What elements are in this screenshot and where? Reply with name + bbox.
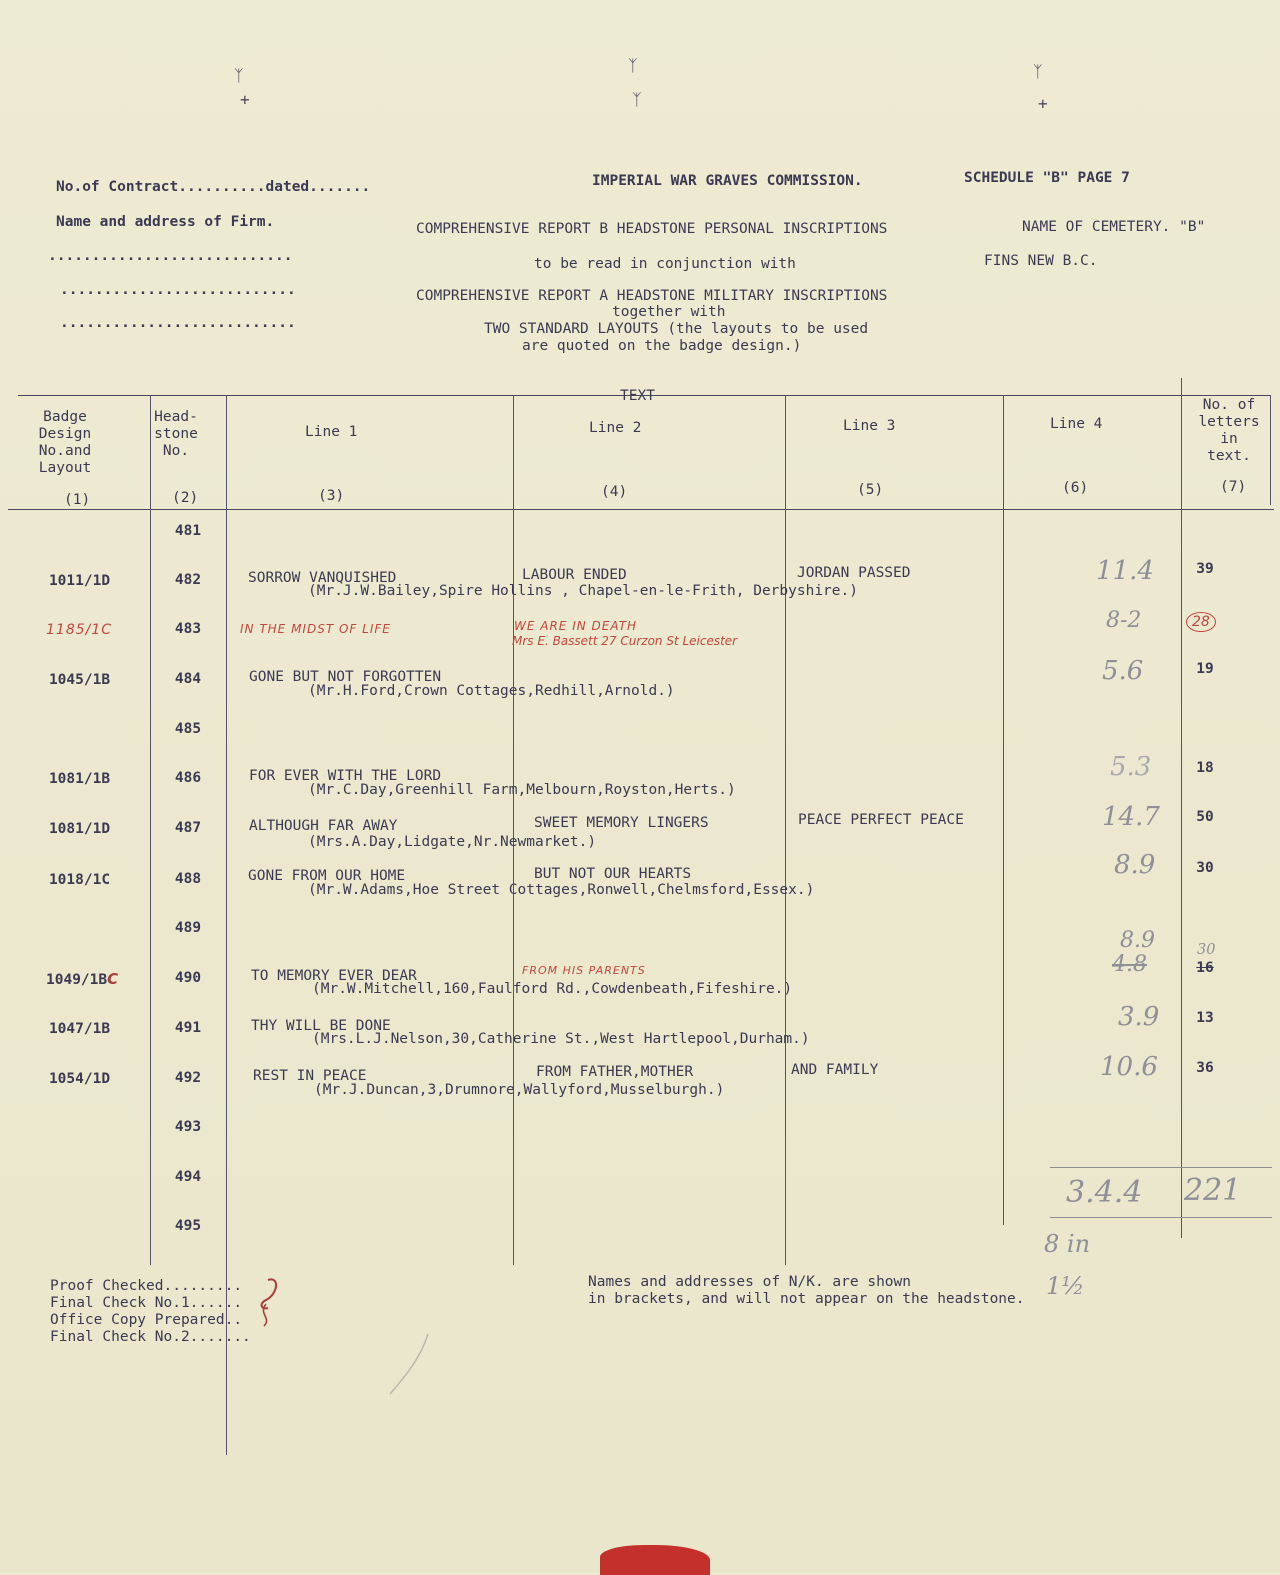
next-of-kin-address: (Mr.H.Ford,Crown Cottages,Redhill,Arnold.) — [308, 683, 675, 699]
letters-tally: 3.9 — [1118, 1002, 1160, 1032]
badge-design: 1049/1BC — [46, 970, 120, 988]
headstone-number: 488 — [174, 871, 202, 887]
headstone-number: 495 — [174, 1218, 202, 1234]
firm-dots-1: ............................ — [48, 248, 293, 264]
inscription-line2: BUT NOT OUR HEARTS — [534, 866, 692, 882]
inscription-line1: SORROW VANQUISHED — [248, 570, 397, 586]
office-copy-prepared: Office Copy Prepared.. — [50, 1312, 243, 1328]
column-divider — [150, 395, 151, 1265]
inscription-line3: JORDAN PASSED — [797, 565, 911, 581]
inscription-line2-handwritten: FROM HIS PARENTS — [522, 964, 646, 977]
col-header-headstone: Head- stone No. — [154, 409, 198, 459]
headstone-number: 482 — [174, 572, 202, 588]
col-num: (2) — [172, 490, 199, 506]
badge-design: 1011/1D — [48, 573, 111, 589]
letter-count: 13 — [1196, 1010, 1214, 1026]
cemetery-name: FINS NEW B.C. — [984, 253, 1098, 269]
next-of-kin-address: (Mr.W.Mitchell,160,Faulford Rd.,Cowdenbeath,Fifeshire.) — [312, 981, 793, 997]
headstone-number: 481 — [174, 523, 202, 539]
letter-count: 39 — [1196, 561, 1214, 577]
badge-correction: C — [107, 970, 120, 988]
headstone-number: 492 — [174, 1070, 202, 1086]
letters-tally-corrected: 8.9 — [1120, 928, 1155, 953]
inscription-line1: THY WILL BE DONE — [251, 1018, 391, 1034]
col-num: (5) — [857, 482, 884, 498]
col-num: (3) — [318, 488, 345, 504]
firm-label: Name and address of Firm. — [56, 214, 275, 230]
headstone-number: 489 — [174, 920, 202, 936]
badge-design: 1045/1B — [48, 672, 111, 688]
badge-design: 1018/1C — [48, 872, 111, 888]
totals-rule — [1050, 1217, 1272, 1218]
col-header-line1: Line 1 — [305, 424, 358, 440]
col-num: (6) — [1062, 480, 1089, 496]
next-of-kin-address: (Mrs.L.J.Nelson,30,Catherine St.,West Hartlepool,Durham.) — [312, 1031, 810, 1047]
headstone-number: 491 — [174, 1020, 202, 1036]
letter-count: 16 — [1196, 960, 1214, 976]
inscription-line3: PEACE PERFECT PEACE — [798, 812, 964, 828]
inscription-line2: FROM FATHER,MOTHER — [536, 1064, 694, 1080]
final-check-1: Final Check No.1...... — [50, 1295, 243, 1311]
next-of-kin-address: (Mrs.A.Day,Lidgate,Nr.Newmarket.) — [308, 834, 597, 850]
tag-mark: ᛉ — [234, 66, 244, 85]
column-divider — [1270, 395, 1271, 505]
column-divider — [1181, 378, 1182, 1238]
badge-design: 1054/1D — [48, 1071, 111, 1087]
firm-dots-3: ........................... — [60, 315, 296, 331]
headstone-number: 487 — [174, 820, 202, 836]
headstone-number: 484 — [174, 671, 202, 687]
schedule-page: SCHEDULE "B" PAGE 7 — [964, 170, 1130, 186]
letter-count-handwritten: 28 — [1186, 612, 1216, 632]
cemetery-label: NAME OF CEMETERY. "B" — [1022, 219, 1206, 235]
proof-checked: Proof Checked......... — [50, 1278, 243, 1294]
tag-mark: ᛉ — [628, 56, 638, 75]
headstone-number: 493 — [174, 1119, 202, 1135]
letters-tally: 8.9 — [1114, 850, 1156, 880]
inscription-line1: ALTHOUGH FAR AWAY — [249, 818, 398, 834]
pencil-stroke-icon — [380, 1330, 440, 1400]
commission-title: IMPERIAL WAR GRAVES COMMISSION. — [592, 173, 863, 189]
letter-count-corrected: 30 — [1197, 942, 1216, 958]
inscription-line1: REST IN PEACE — [253, 1068, 367, 1084]
letters-tally: 4.8 — [1112, 952, 1147, 977]
brackets-note-1: Names and addresses of N/K. are shown — [588, 1274, 912, 1290]
next-of-kin-address: (Mr.J.Duncan,3,Drumnore,Wallyford,Musselburgh.) — [314, 1082, 725, 1098]
letters-tally: 14.7 — [1102, 802, 1160, 832]
col-header-badge: Badge Design No.and Layout — [38, 409, 92, 476]
letter-count: 50 — [1196, 809, 1214, 825]
column-divider — [785, 395, 786, 1265]
next-of-kin-address: (Mr.W.Adams,Hoe Street Cottages,Ronwell,Chelmsford,Essex.) — [308, 882, 815, 898]
col-header-line2: Line 2 — [589, 420, 642, 436]
letters-tally: 11.4 — [1096, 556, 1154, 586]
conjunction-text: to be read in conjunction with — [534, 256, 796, 272]
inscription-line1: GONE BUT NOT FORGOTTEN — [249, 669, 442, 685]
layouts-line-1: TWO STANDARD LAYOUTS (the layouts to be used — [484, 321, 869, 337]
col-header-letters: No. of letters in text. — [1198, 397, 1260, 464]
col-num: (4) — [601, 484, 628, 500]
letter-count: 19 — [1196, 661, 1214, 677]
handwritten-note: 8 in — [1044, 1230, 1091, 1258]
badge-design: 1081/1D — [48, 821, 111, 837]
col-header-line3: Line 3 — [843, 418, 896, 434]
brackets-note-2: in brackets, and will not appear on the headstone. — [588, 1291, 1025, 1307]
letters-tally: 10.6 — [1100, 1052, 1158, 1082]
address-handwritten: Mrs E. Bassett 27 Curzon St Leicester — [512, 634, 738, 648]
letter-count: 30 — [1196, 860, 1214, 876]
tag-mark: + — [1038, 94, 1048, 113]
next-of-kin-address: (Mr.J.W.Bailey,Spire Hollins , Chapel-en-le-Frith, Derbyshire.) — [308, 583, 858, 599]
col-num: (7) — [1220, 479, 1247, 495]
tag-mark: ᛉ — [1033, 62, 1043, 81]
letters-tally: 5.6 — [1102, 656, 1144, 686]
letter-count: 18 — [1196, 760, 1214, 776]
col-header-line4: Line 4 — [1050, 416, 1103, 432]
headstone-number: 483 — [174, 621, 202, 637]
handwritten-note: 1½ — [1046, 1272, 1085, 1300]
headstone-number: 485 — [174, 721, 202, 737]
letters-tally: 8-2 — [1106, 608, 1142, 633]
report-b-title: COMPREHENSIVE REPORT B HEADSTONE PERSONAL INSCRIPTIONS — [416, 221, 888, 237]
letter-count: 36 — [1196, 1060, 1214, 1076]
totals-rule — [1050, 1167, 1272, 1168]
letters-tally: 5.3 — [1110, 752, 1152, 782]
inscription-line1: FOR EVER WITH THE LORD — [249, 768, 442, 784]
inscription-line1: GONE FROM OUR HOME — [248, 868, 406, 884]
inscription-line2-handwritten: WE ARE IN DEATH — [514, 619, 638, 633]
inscription-line2: LABOUR ENDED — [522, 567, 627, 583]
contract-line: No.of Contract..........dated....... — [56, 179, 371, 195]
col-num: (1) — [64, 492, 91, 508]
col-header-text: TEXT — [620, 388, 655, 404]
wax-seal — [600, 1545, 710, 1575]
check-initials-icon — [248, 1274, 288, 1334]
tag-mark: ᛉ — [632, 90, 642, 109]
inscription-line2: SWEET MEMORY LINGERS — [534, 815, 709, 831]
total-tally: 3.4.4 — [1066, 1175, 1143, 1210]
headstone-number: 490 — [174, 970, 202, 986]
layouts-line-2: are quoted on the badge design.) — [522, 338, 802, 354]
headstone-number: 494 — [174, 1169, 202, 1185]
total-letter-count: 221 — [1184, 1173, 1242, 1208]
inscription-line1-handwritten: IN THE MIDST OF LIFE — [240, 622, 391, 636]
badge-design: 1081/1B — [48, 771, 111, 787]
badge-design: 1047/1B — [48, 1021, 111, 1037]
together-text: together with — [612, 304, 726, 320]
next-of-kin-address: (Mr.C.Day,Greenhill Farm,Melbourn,Royston,Herts.) — [308, 782, 736, 798]
column-divider — [513, 395, 514, 1265]
final-check-2: Final Check No.2....... — [50, 1329, 251, 1345]
firm-dots-2: ........................... — [60, 282, 296, 298]
inscription-line1: TO MEMORY EVER DEAR — [251, 968, 417, 984]
tag-mark: + — [240, 90, 250, 109]
headstone-number: 486 — [174, 770, 202, 786]
report-a-title: COMPREHENSIVE REPORT A HEADSTONE MILITARY INSCRIPTIONS — [416, 288, 888, 304]
badge-design-handwritten: 1185/1C — [46, 622, 113, 638]
table-header-rule — [8, 509, 1274, 510]
column-divider — [1003, 395, 1004, 1225]
inscription-line3: AND FAMILY — [791, 1062, 879, 1078]
